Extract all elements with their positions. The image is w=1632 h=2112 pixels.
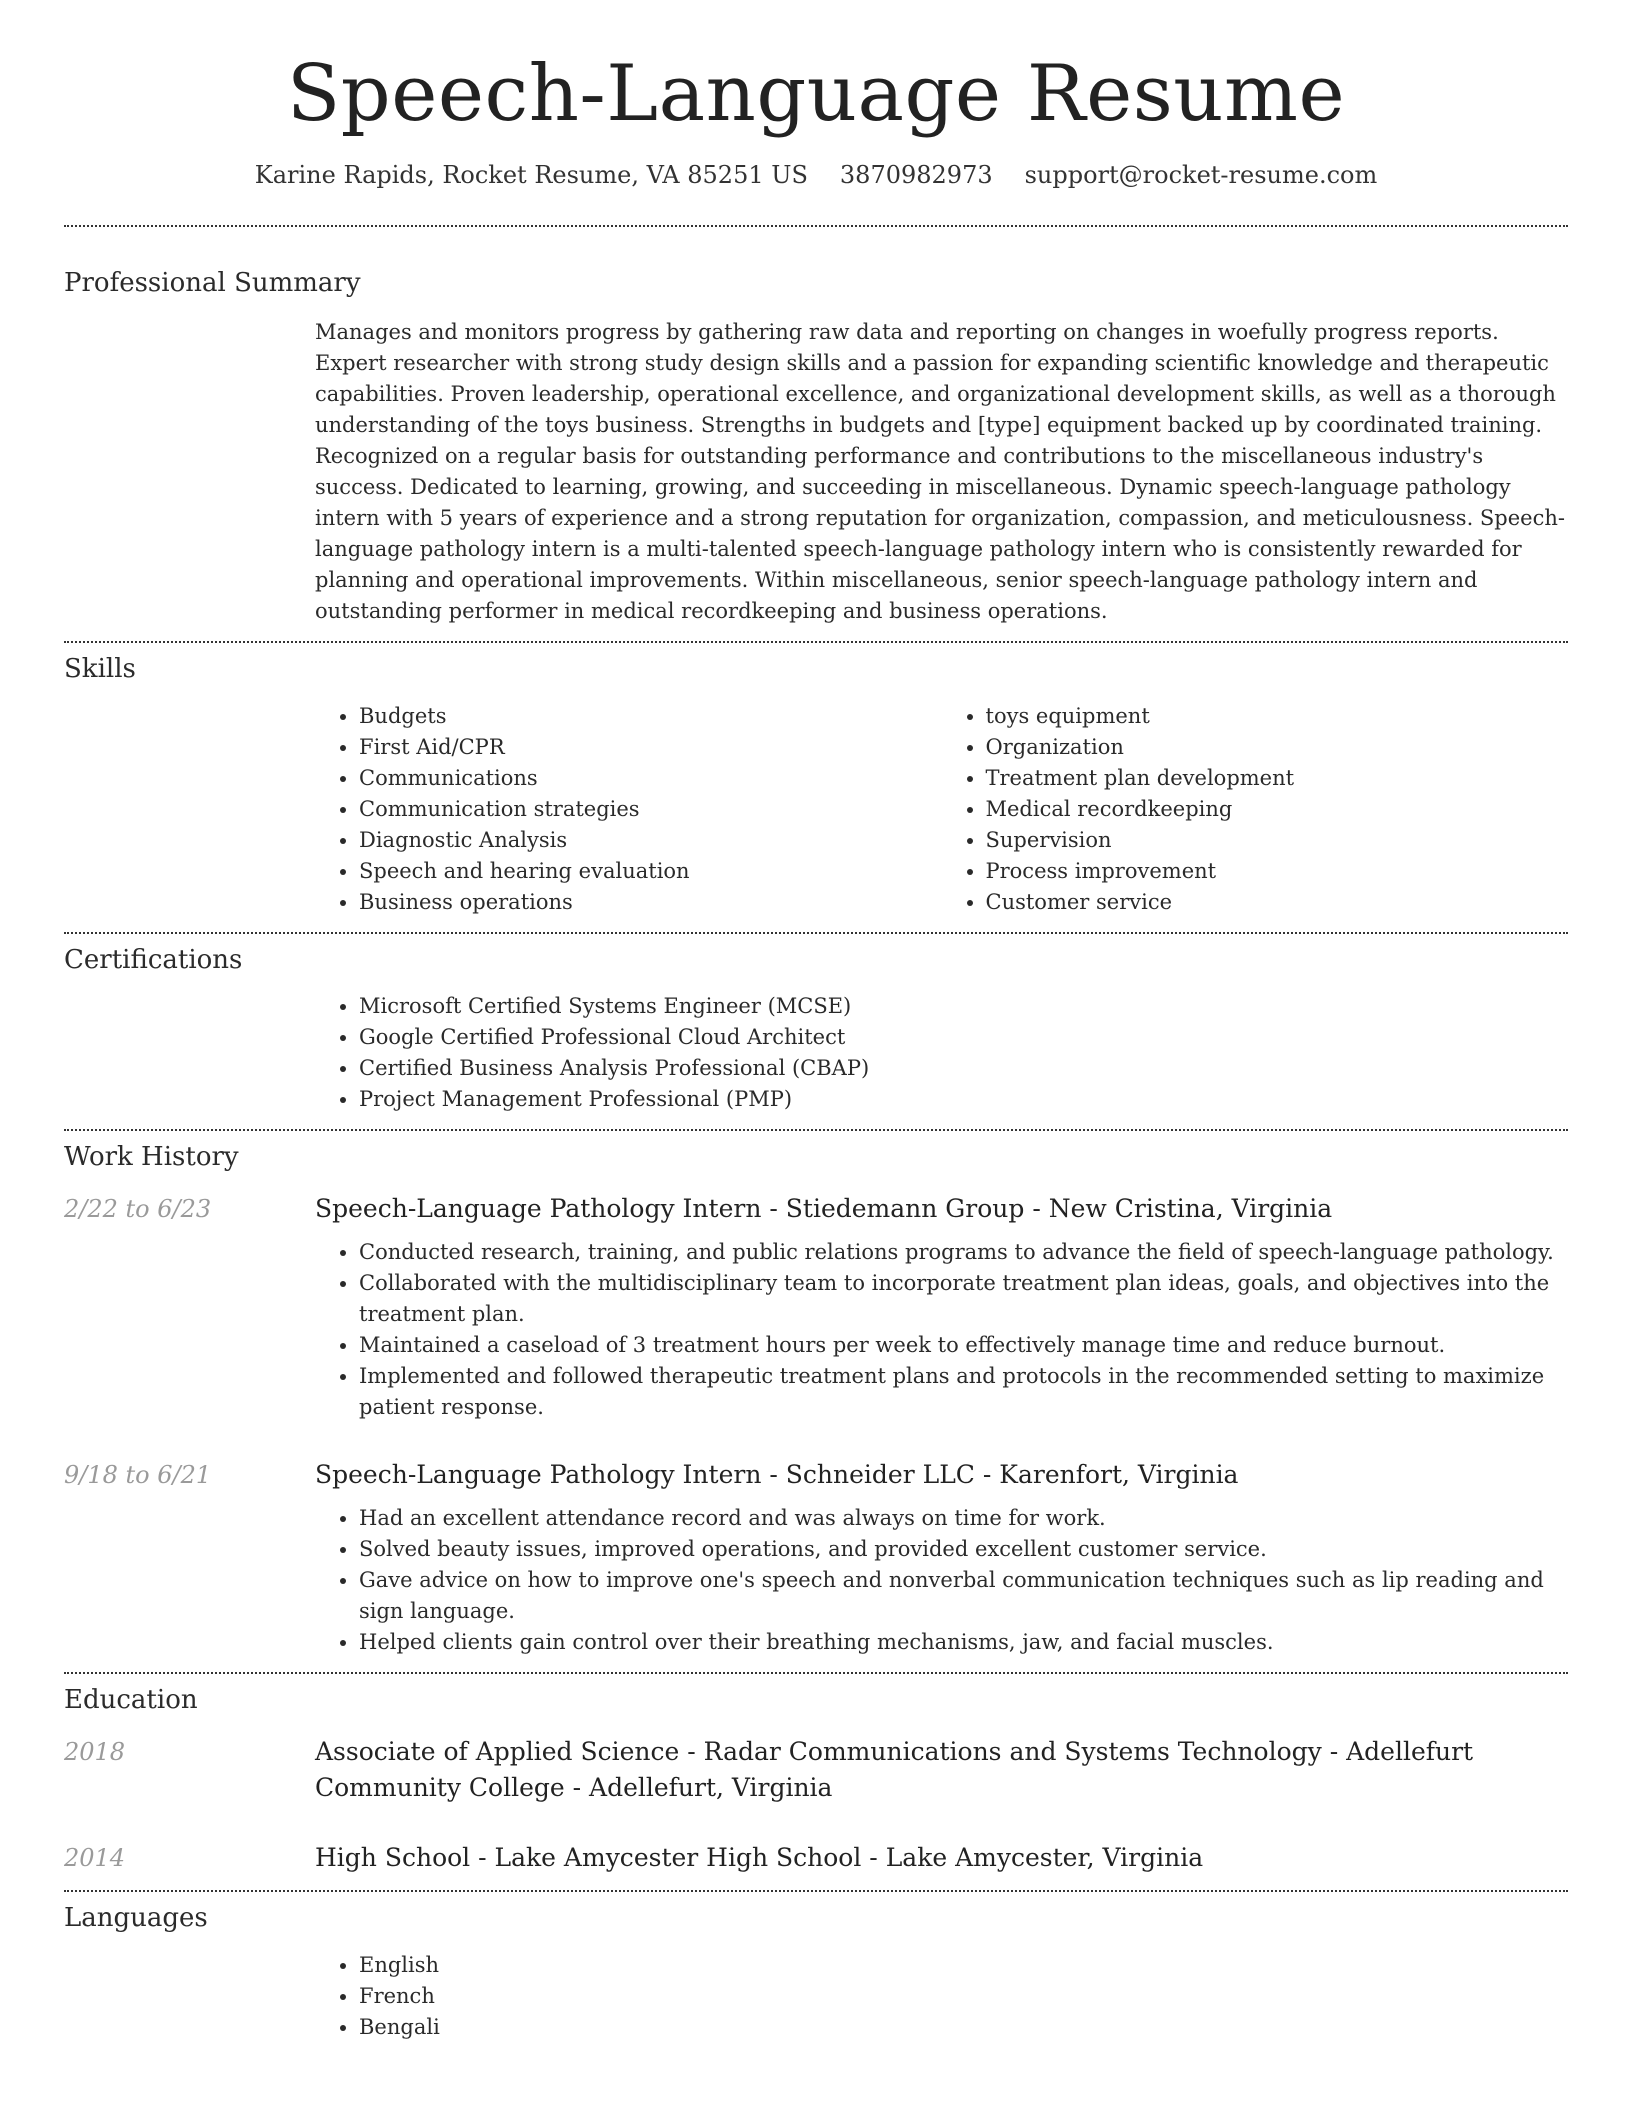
education-heading-line: Associate of Applied Science - Radar Communications and Systems Technology - Adellefurt Community College - Adellefurt, Virginia <box>315 1736 1474 1802</box>
education-heading: Education <box>64 1685 198 1716</box>
list-item: • Budgets <box>359 701 942 732</box>
list-item: • Organization <box>986 732 1569 763</box>
certifications-list <box>315 991 1568 1115</box>
job-content <box>315 1457 1568 1658</box>
job-location: Karenfort, Virginia <box>999 1460 1239 1490</box>
list-item: • Customer service <box>986 887 1569 918</box>
job-content <box>315 1191 1568 1423</box>
certifications-heading: Certifications <box>64 944 243 975</box>
education-entry <box>64 1734 1568 1806</box>
job-heading: Speech-Language Pathology Intern - Schneider LLC - Karenfort, Virginia <box>315 1460 1239 1490</box>
summary-text: Manages and monitors progress by gathering raw data and reporting on changes in woefully progress reports. Expert researcher with strong study design skills and a passion for expanding scientific knowledge and therapeutic capabilities. Proven leadership, operational excellence, and organizational development skills, as well as a thorough understanding of the toys business. Strengths in budgets and [type] equipment backed up by coordinated training. Recognized on a regular basis for outstanding performance and contributions to the miscellaneous industry's success. Dedicated to learning, growing, and succeeding in miscellaneous. Dynamic speech-language pathology intern with 5 years of experience and a strong reputation for organization, compassion, and meticulousness. Speech-language pathology intern is a multi-talented speech-language pathology intern who is consistently rewarded for planning and operational improvements. Within miscellaneous, senior speech-language pathology intern and outstanding performer in medical recordkeeping and business operations. <box>315 319 1565 623</box>
skills-section <box>64 643 1568 932</box>
resume-title: Speech-Language Resume <box>286 49 1346 139</box>
languages-heading: Languages <box>64 1902 208 1933</box>
skills-heading: Skills <box>64 653 136 684</box>
list-item: • Google Certified Professional Cloud Architect <box>359 1022 1568 1053</box>
job-location: New Cristina, Virginia <box>1048 1194 1333 1224</box>
job-dates: 9/18 to 6/21 <box>64 1461 212 1490</box>
list-item: • Conducted research, training, and public relations programs to advance the field of speech-language pathology. <box>359 1237 1568 1268</box>
education-school: Lake Amycester High School <box>494 1842 862 1872</box>
job-entry <box>64 1457 1568 1658</box>
list-item: • Maintained a caseload of 3 treatment hours per week to effectively manage time and reduce burnout. <box>359 1330 1568 1361</box>
list-item: • Diagnostic Analysis <box>359 825 942 856</box>
list-item: • Certified Business Analysis Professional (CBAP) <box>359 1053 1568 1084</box>
education-year: 2018 <box>64 1737 126 1766</box>
job-company: Stiedemann Group <box>785 1194 1025 1224</box>
languages-bullets <box>315 1950 1568 2043</box>
work-history-heading: Work History <box>64 1142 239 1173</box>
education-section <box>64 1674 1568 1890</box>
education-field: Radar Communications and Systems Technology <box>703 1736 1322 1766</box>
education-year: 2014 <box>64 1843 126 1872</box>
list-item: • French <box>359 1981 1568 2012</box>
list-item: • Speech and hearing evaluation <box>359 856 942 887</box>
education-degree: Associate of Applied Science <box>315 1736 680 1766</box>
list-item: • Gave advice on how to improve one's speech and nonverbal communication techniques such as lip reading and sign language. <box>359 1565 1568 1627</box>
contact-email: support@rocket-resume.com <box>1024 160 1378 189</box>
job-bullets <box>315 1503 1568 1658</box>
education-degree: High School <box>315 1842 471 1872</box>
job-bullets <box>315 1237 1568 1423</box>
summary-heading: Professional Summary <box>64 267 361 298</box>
list-item: • Solved beauty issues, improved operations, and provided excellent customer service. <box>359 1534 1568 1565</box>
skills-list-left <box>315 701 942 918</box>
list-item: • First Aid/CPR <box>359 732 942 763</box>
list-item: • Treatment plan development <box>986 763 1569 794</box>
job-heading: Speech-Language Pathology Intern - Stiedemann Group - New Cristina, Virginia <box>315 1194 1333 1224</box>
list-item: • Microsoft Certified Systems Engineer (MCSE) <box>359 991 1568 1022</box>
job-company: Schneider LLC <box>785 1460 975 1490</box>
skills-grid <box>315 701 1568 918</box>
education-location: Lake Amycester, Virginia <box>885 1842 1204 1872</box>
contact-address: Karine Rapids, Rocket Resume, VA 85251 US <box>254 160 808 189</box>
list-item: • Had an excellent attendance record and was always on time for work. <box>359 1503 1568 1534</box>
job-role: Speech-Language Pathology Intern <box>315 1460 762 1490</box>
list-item: • Collaborated with the multidisciplinary team to incorporate treatment plan ideas, goals, and objectives into the treatment plan. <box>359 1268 1568 1330</box>
education-entry <box>64 1840 1568 1876</box>
certifications-section <box>64 934 1568 1130</box>
list-item: • toys equipment <box>986 701 1569 732</box>
education-location: Adellefurt, Virginia <box>589 1772 833 1802</box>
list-item: • Implemented and followed therapeutic treatment plans and protocols in the recommended setting to maximize patient response. <box>359 1361 1568 1423</box>
education-content <box>315 1840 1568 1876</box>
list-item: • Supervision <box>986 825 1569 856</box>
languages-list <box>315 1950 1568 2043</box>
list-item: • English <box>359 1950 1568 1981</box>
education-content <box>315 1734 1568 1806</box>
contact-phone: 3870982973 <box>839 160 993 189</box>
skills-list-right <box>942 701 1569 918</box>
summary-section <box>64 227 1568 641</box>
work-history-section <box>64 1131 1568 1672</box>
job-role: Speech-Language Pathology Intern <box>315 1194 762 1224</box>
job-dates: 2/22 to 6/23 <box>64 1195 212 1224</box>
list-item: • Communication strategies <box>359 794 942 825</box>
education-heading-line: High School - Lake Amycester High School - Lake Amycester, Virginia <box>315 1842 1204 1872</box>
list-item: • Bengali <box>359 2012 1568 2043</box>
list-item: • Communications <box>359 763 942 794</box>
languages-section <box>64 1892 1568 2057</box>
certifications-bullets <box>315 991 1568 1115</box>
contact-line <box>64 160 1568 191</box>
education-school: Adellefurt Community College <box>315 1736 1474 1802</box>
job-entry <box>64 1191 1568 1423</box>
list-item: • Business operations <box>359 887 942 918</box>
list-item: • Process improvement <box>986 856 1569 887</box>
list-item: • Helped clients gain control over their breathing mechanisms, jaw, and facial muscles. <box>359 1627 1568 1658</box>
list-item: • Medical recordkeeping <box>986 794 1569 825</box>
list-item: • Project Management Professional (PMP) <box>359 1084 1568 1115</box>
